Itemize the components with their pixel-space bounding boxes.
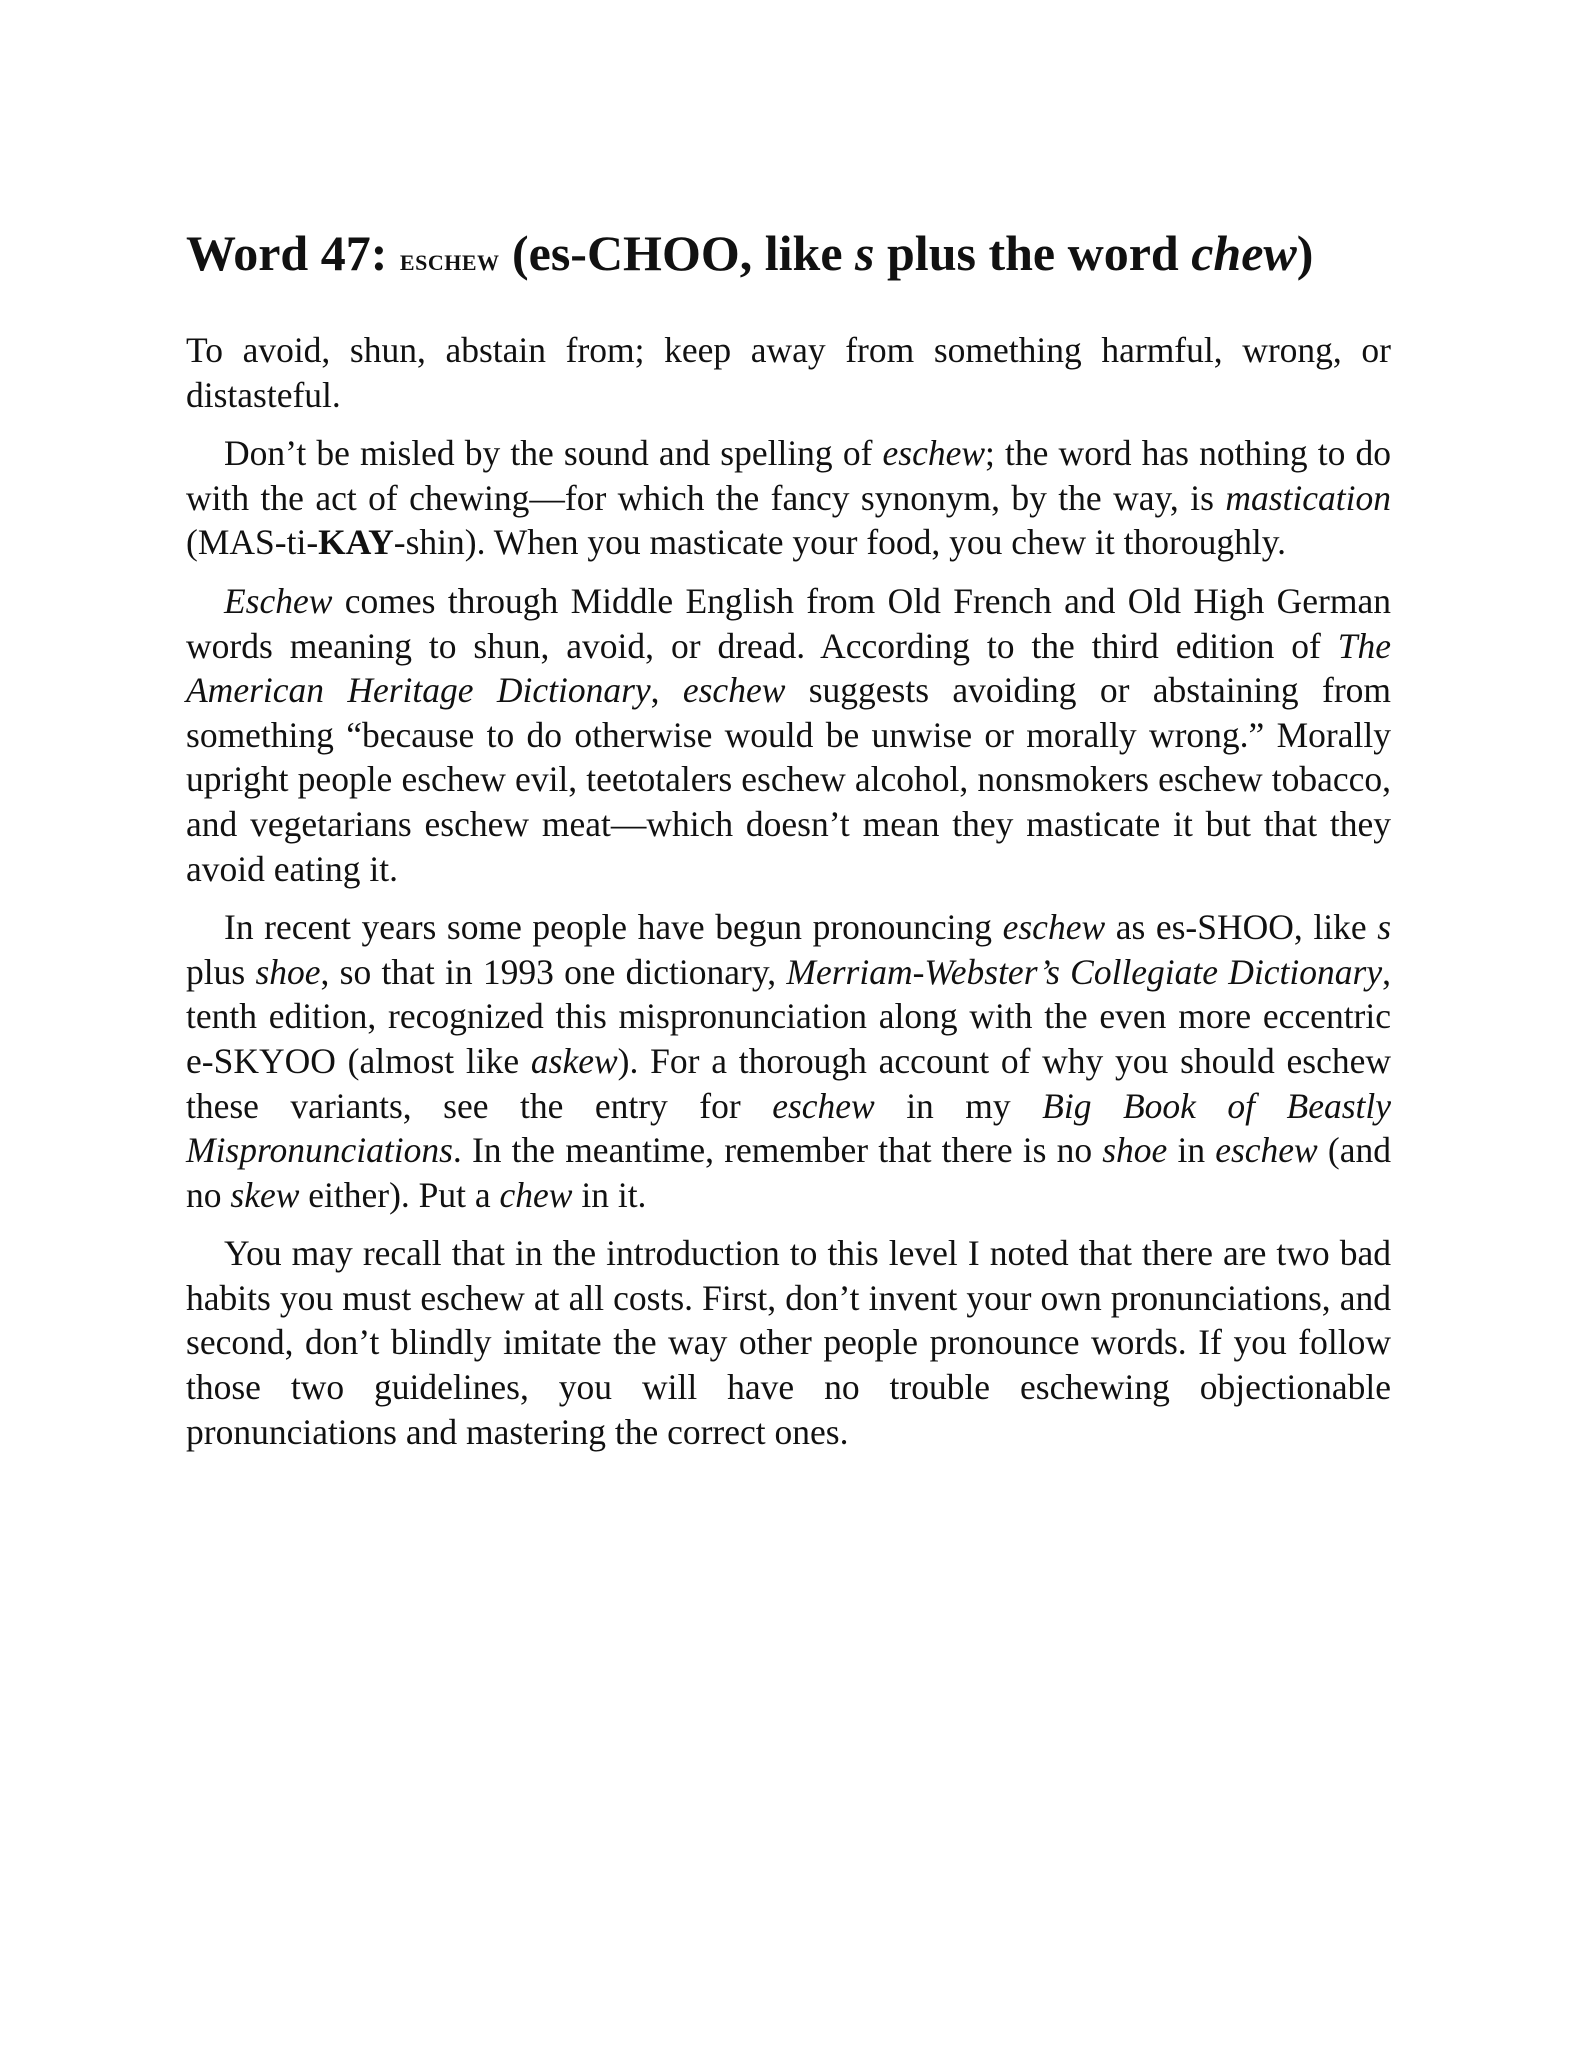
italic-text: Big Book of Beastly Mispronunciations xyxy=(186,1085,1391,1171)
italic-text: eschew xyxy=(682,670,786,711)
text-segment: You may recall that in the introduction to this level I noted that there are two bad habits you must eschew at all costs. First, don’t invent your own pronunciations, and second, don’t blindly imitate the way other people pronounce words. If you follow those two guidelines, you will have no trouble eschewing objectionable pronunciations and mastering the correct ones. xyxy=(186,1233,1391,1452)
text-segment: , so that in 1993 one dictionary, xyxy=(320,951,787,992)
italic-text: chew xyxy=(499,1174,573,1215)
text-segment: in xyxy=(1167,1130,1216,1171)
italic-text: skew xyxy=(230,1174,300,1215)
italic-text: shoe xyxy=(1102,1130,1168,1171)
text-segment: in it. xyxy=(572,1174,647,1215)
italic-text: eschew xyxy=(882,433,986,474)
text-segment: To avoid, shun, abstain from; keep away from something harmful, wrong, or distasteful. xyxy=(186,330,1391,415)
italic-text: mastication xyxy=(1225,477,1391,518)
text-segment: (and no xyxy=(186,1130,1391,1215)
text-segment: ). For a thorough account of why you should eschew these variants, see the entry for xyxy=(186,1040,1391,1126)
text-segment: comes through Middle English from Old French and Old High German words meaning to shun, avoid, or dread. According to the third edition of xyxy=(186,580,1391,666)
pronunciation-mid: plus the word xyxy=(874,225,1192,281)
text-segment: in my xyxy=(874,1085,1043,1126)
text-segment: plus xyxy=(186,951,256,992)
text-segment: , tenth edition, recognized this mispronunciation along with the even more eccentric e-SKYOO (almost like xyxy=(186,951,1391,1081)
italic-text: askew xyxy=(530,1040,618,1081)
italic-text: shoe xyxy=(255,951,321,992)
headword: ESCHEW xyxy=(399,250,500,275)
text-segment: ; the word has nothing to do with the act of chewing—for which the fancy synonym, by the way, is xyxy=(186,433,1391,518)
italic-text: Merriam-Webster’s Collegiate Dictionary xyxy=(786,951,1383,992)
italic-text: eschew xyxy=(1215,1130,1318,1171)
body-paragraph xyxy=(186,431,1391,565)
bold-text: KAY xyxy=(318,522,394,563)
pronunciation-s: s xyxy=(855,225,875,281)
book-page xyxy=(186,222,1391,1468)
pronunciation-close: ) xyxy=(1296,225,1314,281)
definition-paragraph xyxy=(186,328,1391,417)
pronunciation-chew: chew xyxy=(1191,225,1297,281)
heading-prefix: Word 47: xyxy=(186,225,400,281)
italic-text: eschew xyxy=(1002,907,1106,948)
italic-text: eschew xyxy=(772,1085,875,1126)
text-segment: In recent years some people have begun pronouncing xyxy=(224,907,1003,948)
body-text xyxy=(186,328,1391,1454)
text-segment: -shin). When you masticate your food, you chew it thoroughly. xyxy=(393,522,1287,563)
text-segment: as es-SHOO, like xyxy=(1105,907,1378,948)
text-segment: , xyxy=(650,670,683,711)
body-paragraph xyxy=(186,579,1391,891)
italic-text: Eschew xyxy=(224,580,333,621)
text-segment: Don’t be misled by the sound and spelling of xyxy=(224,433,883,474)
body-paragraph xyxy=(186,905,1391,1217)
pronunciation-open: (es-CHOO, like xyxy=(499,225,856,281)
text-segment: either). Put a xyxy=(299,1174,500,1215)
text-segment: . In the meantime, remember that there is no xyxy=(452,1130,1103,1171)
text-segment: (MAS-ti- xyxy=(186,522,319,563)
italic-text: The American Heritage Dictionary xyxy=(186,625,1391,711)
text-segment: suggests avoiding or abstaining from something “because to do otherwise would be unwise or morally wrong.” Morally upright people eschew evil, teetotalers eschew alcohol, nonsmokers eschew tobacco, and vegetarians eschew meat—which doesn’t mean they masticate it but that they avoid eating it. xyxy=(186,670,1392,889)
word-heading xyxy=(186,222,1391,294)
body-paragraph xyxy=(186,1231,1391,1454)
italic-text: s xyxy=(1377,907,1392,948)
